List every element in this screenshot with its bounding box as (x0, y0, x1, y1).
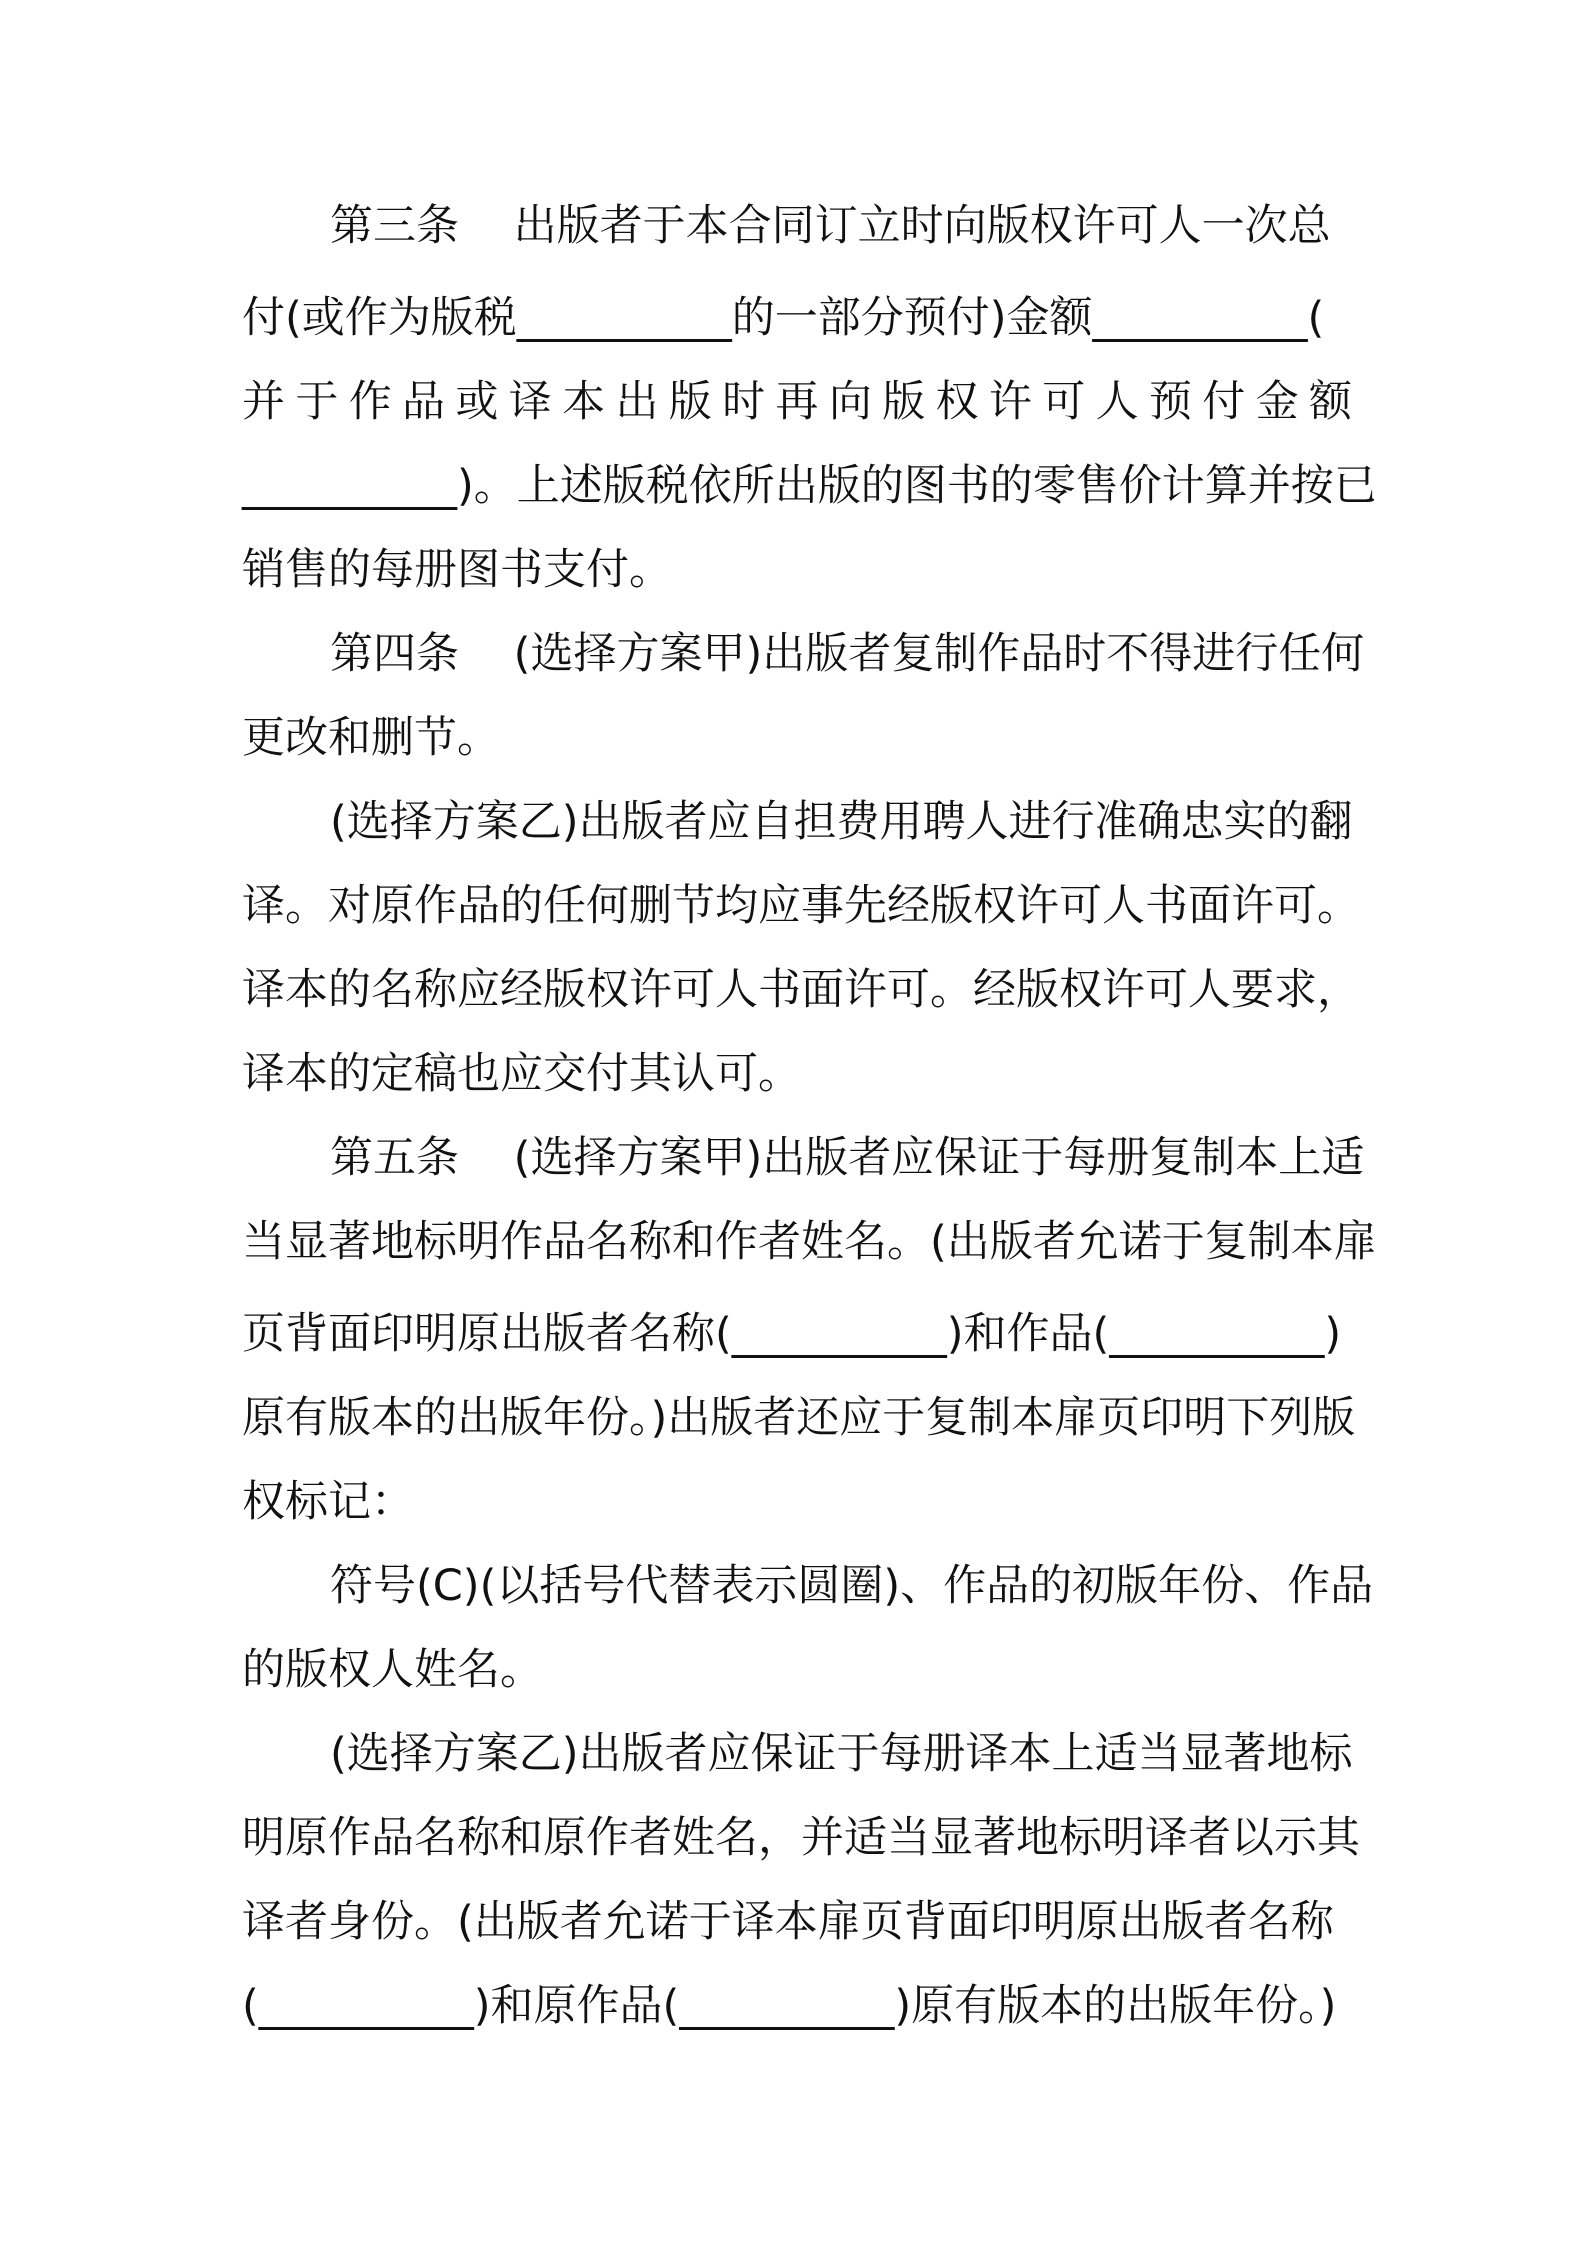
paragraph-article-3-line-5: 销售的每册图书支付。 (242, 545, 672, 595)
paragraph-article-3-line-3: 并于作品或译本出版时再向版权许可人预付金额 (242, 377, 1352, 427)
paragraph-copyright-mark-line-2: 的版权人姓名。 (242, 1645, 543, 1695)
paragraph-article-5-line-5: 权标记： (242, 1477, 414, 1527)
paragraph-option-b2-line-3: 译者身份。(出版者允诺于译本扉页背面印明原出版者名称 (242, 1897, 1334, 1947)
paragraph-option-b2-line-1: (选择方案乙)出版者应保证于每册译本上适当显著地标 (330, 1729, 1353, 1779)
paragraph-article-3-line-1: 第三条 出版者于本合同订立时向版权许可人一次总 (330, 201, 1331, 251)
paragraph-copyright-mark-line-1: 符号(C)(以括号代替表示圆圈)、作品的初版年份、作品 (330, 1561, 1374, 1611)
paragraph-article-4-line-1: 第四条 (选择方案甲)出版者复制作品时不得进行任何 (330, 629, 1365, 679)
paragraph-article-5-line-4: 原有版本的出版年份。)出版者还应于复制本扉页印明下列版 (242, 1393, 1356, 1443)
paragraph-article-3-line-4: __________)。上述版税依所出版的图书的零售价计算并按已 (242, 461, 1377, 511)
paragraph-option-b2-line-2: 明原作品名称和原作者姓名，并适当显著地标明译者以示其 (242, 1813, 1360, 1863)
paragraph-article-5-line-1: 第五条 (选择方案甲)出版者应保证于每册复制本上适 (330, 1133, 1365, 1183)
paragraph-article-3-line-2: 付(或作为版税__________的一部分预付)金额__________( (242, 293, 1325, 343)
paragraph-option-b-line-4: 译本的定稿也应交付其认可。 (242, 1049, 801, 1099)
paragraph-article-4-line-2: 更改和删节。 (242, 713, 500, 763)
paragraph-article-5-line-3: 页背面印明原出版者名称(__________)和作品(__________) (242, 1309, 1342, 1359)
paragraph-option-b2-line-4: (__________)和原作品(__________)原有版本的出版年份。) (242, 1981, 1337, 2031)
paragraph-option-b-line-1: (选择方案乙)出版者应自担费用聘人进行准确忠实的翻 (330, 797, 1353, 847)
paragraph-article-5-line-2: 当显著地标明作品名称和作者姓名。(出版者允诺于复制本扉 (242, 1217, 1377, 1267)
paragraph-option-b-line-2: 译。对原作品的任何删节均应事先经版权许可人书面许可。 (242, 881, 1360, 931)
paragraph-option-b-line-3: 译本的名称应经版权许可人书面许可。经版权许可人要求， (242, 965, 1360, 1015)
